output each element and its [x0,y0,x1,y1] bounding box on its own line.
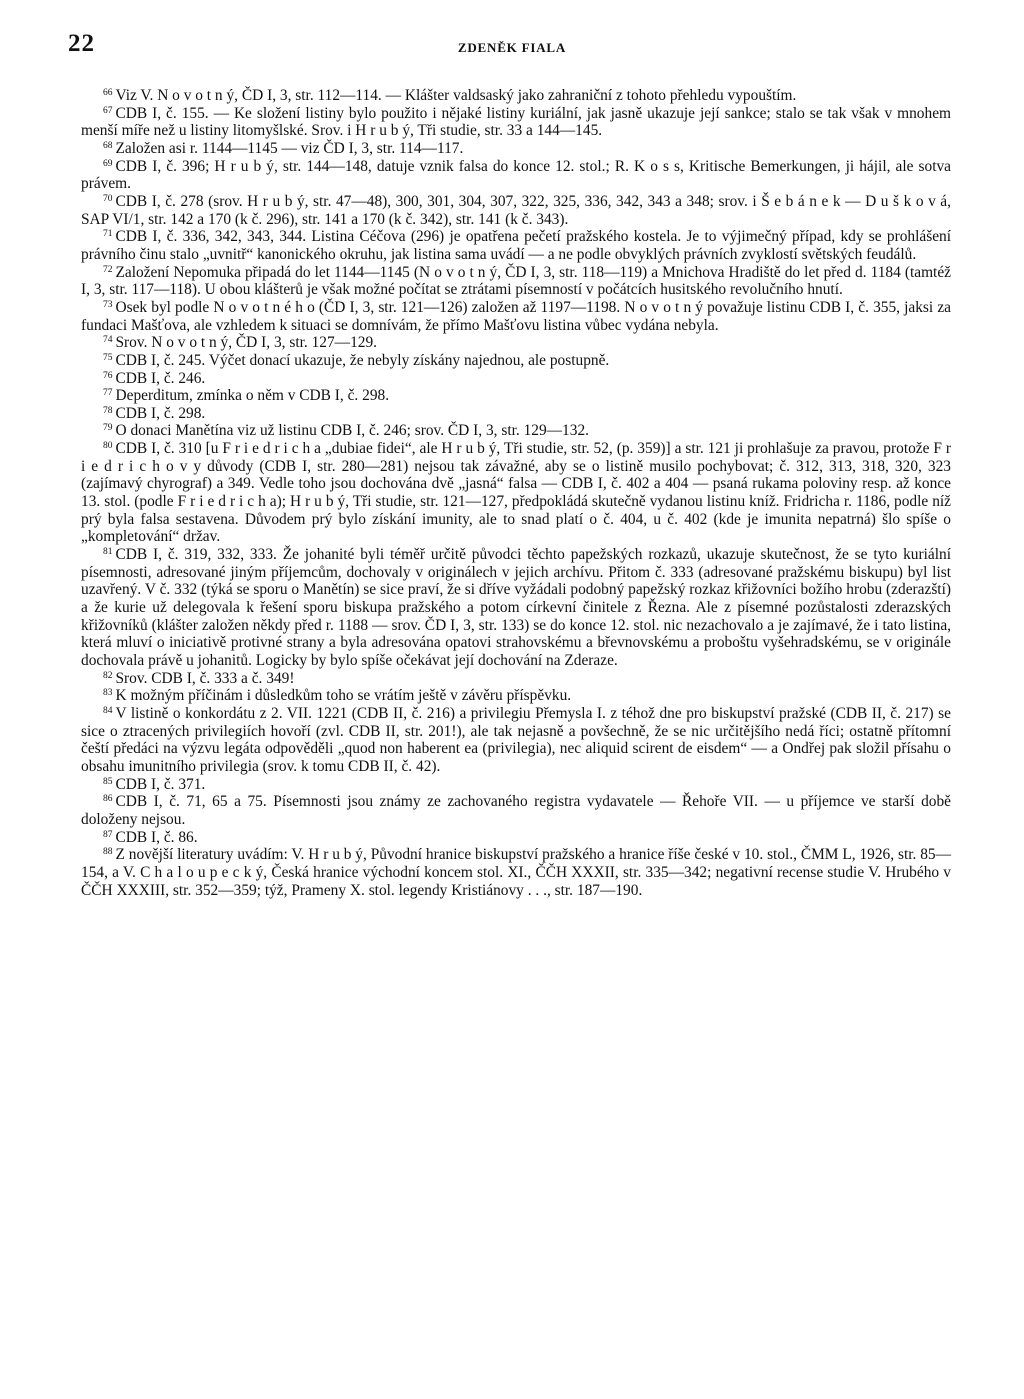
footnote-text: Osek byl podle N o v o t n é h o (ČD I, 3, str. 121—126) založen až 1197—1198. N o v o t n ý považuje listinu CDB I, č. 355, jaksi za fundaci Mašťova, ale vzhledem k situaci se domnívám, že přímo Mašťovu listina vůbec vydána nebyla. [81,298,951,334]
running-head: ZDENĚK FIALA [457,40,567,55]
footnote-number: 79 [103,423,113,434]
footnote-number: 80 [103,441,113,452]
footnote-number: 88 [103,847,113,858]
footnote-80 [81,440,951,546]
page-number: 22 [68,30,95,57]
footnote-text: Viz V. N o v o t n ý, ČD I, 3, str. 112—114. — Klášter valdsaský jako zahraniční z tohoto přehledu vypouštím. [115,87,797,104]
footnote-84 [81,705,951,776]
footnote-number: 69 [103,158,113,169]
footnote-85 [81,776,951,794]
footnote-number: 74 [103,335,113,346]
footnote-text: Založení Nepomuka připadá do let 1144—1145 (N o v o t n ý, ČD I, 3, str. 118—119) a Mnichova Hradiště do let před d. 1184 (tamtéž I, 3, str. 117—118). U obou klášterů je však možné počítat se ztrátami písemností v počátcích husitského revolučního hnutí. [81,263,951,299]
footnote-text: CDB I, č. 155. — Ke složení listiny bylo použito i nějaké listiny kuriální, jak jasně ukazuje její sankce; stalo se tak však v mnohem menší míře než u listiny litomyšlské. Srov. i H r u b ý, Tři studie, str. 33 a 144—145. [81,104,951,140]
footnote-number: 75 [103,352,113,363]
footnote-text: CDB I, č. 86. [115,828,198,846]
footnote-88 [81,846,951,899]
footnote-number: 77 [103,388,113,399]
footnote-79 [81,422,951,440]
footnote-number: 66 [103,88,113,98]
footnote-number: 76 [103,370,113,381]
footnote-number: 73 [103,299,113,310]
footnotes-block [81,87,951,899]
footnote-text: CDB I, č. 319, 332, 333. Že johanité byli téměř určitě původci těchto papežských rozkazů, ukazuje skutečnost, že se tyto kuriální písemnosti, adresované jiným příjemcům, dochovaly v originálech v jejich archívu. Přitom č. 333 (adresované pražskému biskupu) byl list uzavřený. V č. 332 (týká se sporu o Manětín) se sice praví, že si dříve vyžádali podobný papežský rozkaz křižovníci božího hrobu (zderazští) a že kurie už delegovala k řešení sporu biskupa pražského a potom církevní činitele z Řezna. Ale z písemné pozůstalosti zderazských křižovníků (klášter založen někdy před r. 1188 — srov. ČD I, 3, str. 133) se do konce 12. stol. nic nezachovalo a je zajímavé, že i tato listina, která mluví o iniciativě protivné strany a byla adresována opatovi strahovskému a břevnovskému a proboštu vyšehradskému, se v originále dochovala právě u johanitů. Logicky by bylo spíše očekávat její dochování na Zderaze. [81,546,951,669]
footnote-number: 81 [103,547,113,558]
footnote-text: Založen asi r. 1144—1145 — viz ČD I, 3, str. 114—117. [115,139,464,157]
footnote-76 [81,370,951,388]
footnote-70 [81,193,951,228]
footnote-text: V listině o konkordátu z 2. VII. 1221 (CDB II, č. 216) a privilegiu Přemysla I. z téhož dne pro biskupství pražské (CDB II, č. 217) se sice o ztracených privilegiích hovoří (zvl. CDB II, str. 201!), ale tak nejasně a povšechně, že se nic určitějšího nedá říci; ostatně přítomní čeští předáci na výzvu legáta odpověděli „quod non haberent ea (privilegia), nec aliquid scirent de eisdem“ — a Ondřej pak složil přísahu o obsahu imunitního privilegia (srov. k tomu CDB II, č. 42). [81,704,951,775]
footnote-number: 68 [103,140,113,151]
footnote-72 [81,264,951,299]
footnote-number: 83 [103,688,113,699]
footnote-71 [81,228,951,263]
footnote-text: CDB I, č. 396; H r u b ý, str. 144—148, datuje vznik falsa do konce 12. stol.; R. K o s s, Kritische Bemerkungen, ji hájil, ale sotva právem. [81,157,951,193]
footnote-78 [81,405,951,423]
footnote-83 [81,687,951,705]
footnote-number: 71 [103,229,113,240]
footnote-66 [81,87,951,105]
footnote-text: Srov. N o v o t n ý, ČD I, 3, str. 127—129. [115,334,378,352]
footnote-text: CDB I, č. 310 [u F r i e d r i c h a „dubiae fidei“, ale H r u b ý, Tři studie, str. 52, (p. 359)] a str. 121 ji prohlašuje za pravou, protože F r i e d r i c h o v y důvody (CDB I, str. 280—281) nejsou tak závažné, aby se o listině musilo pochybovat; č. 312, 313, 318, 320, 323 (zajímavý chyrograf) a 349. Vedle toho jsou dochována dvě „jasná“ falsa — CDB I, č. 402 a 404 — psaná rukama poloviny resp. až konce 13. stol. (podle F r i e d r i c h a); H r u b ý, Tři studie, str. 121—127, předpokládá skutečně vydanou listinu kníž. Fridricha r. 1186, podle níž prý byla falsa sestavena. Důvodem prý bylo získání imunity, ale to snad platí o č. 404, u č. 402 (kde je imunita nepatrná) šlo spíše o „kompletování“ držav. [81,440,951,546]
footnote-87 [81,829,951,847]
footnote-number: 86 [103,794,113,805]
footnote-number: 72 [103,264,113,275]
footnote-text: CDB I, č. 371. [115,775,206,793]
footnote-text: Z novější literatury uvádím: V. H r u b ý, Původní hranice biskupství pražského a hranice říše české v 10. stol., ČMM L, 1926, str. 85—154, a V. C h a l o u p e c k ý, Česká hranice východní koncem stol. XI., ČČH XXXII, str. 335—342; negativní recense studie V. Hrubého v ČČH XXXIII, str. 352—359; týž, Prameny X. stol. legendy Kristiánovy . . ., str. 187—190. [81,846,951,899]
footnote-number: 78 [103,405,113,416]
footnote-text: K možným příčinám i důsledkům toho se vrátím ještě v závěru příspěvku. [115,687,572,705]
footnote-text: CDB I, č. 245. Výčet donací ukazuje, že nebyly získány najednou, ale postupně. [115,351,610,369]
footnote-82 [81,670,951,688]
footnote-69 [81,158,951,193]
footnote-68 [81,140,951,158]
footnote-number: 87 [103,829,113,840]
footnote-number: 85 [103,776,113,787]
footnote-73 [81,299,951,334]
footnote-67 [81,105,951,140]
footnote-text: Deperditum, zmínka o něm v CDB I, č. 298. [115,387,390,405]
footnote-74 [81,334,951,352]
footnote-text: CDB I, č. 278 (srov. H r u b ý, str. 47—48), 300, 301, 304, 307, 322, 325, 336, 342, 343 a 348; srov. i Š e b á n e k — D u š k o v á, SAP VI/1, str. 142 a 170 (k č. 296), str. 141 a 170 (k č. 342), str. 141 (k č. 343). [81,192,951,228]
footnote-text: CDB I, č. 246. [115,369,206,387]
footnote-number: 70 [103,193,113,204]
footnote-86 [81,793,951,828]
footnote-text: CDB I, č. 298. [115,404,206,422]
footnote-text: CDB I, č. 71, 65 a 75. Písemnosti jsou známy ze zachovaného registra vydavatele — Řehoře VII. — u příjemce ve starší době doloženy nejsou. [81,793,951,828]
footnote-text: CDB I, č. 336, 342, 343, 344. Listina Céčova (296) je opatřena pečetí pražského kostela. Je to výjimečný případ, kdy se prohlášení právního činu stalo „uvnitř“ kanonického okruhu, jak listina sama uvádí — a ne podle obvyklých právních zvyklostí světských feudálů. [81,228,951,263]
footnote-81 [81,546,951,670]
footnote-text: O donaci Manětína viz už listinu CDB I, č. 246; srov. ČD I, 3, str. 129—132. [115,422,589,440]
footnote-75 [81,352,951,370]
footnote-77 [81,387,951,405]
footnote-text: Srov. CDB I, č. 333 a č. 349! [115,669,295,687]
footnote-number: 82 [103,670,113,681]
footnote-number: 84 [103,705,113,716]
footnote-number: 67 [103,105,113,116]
